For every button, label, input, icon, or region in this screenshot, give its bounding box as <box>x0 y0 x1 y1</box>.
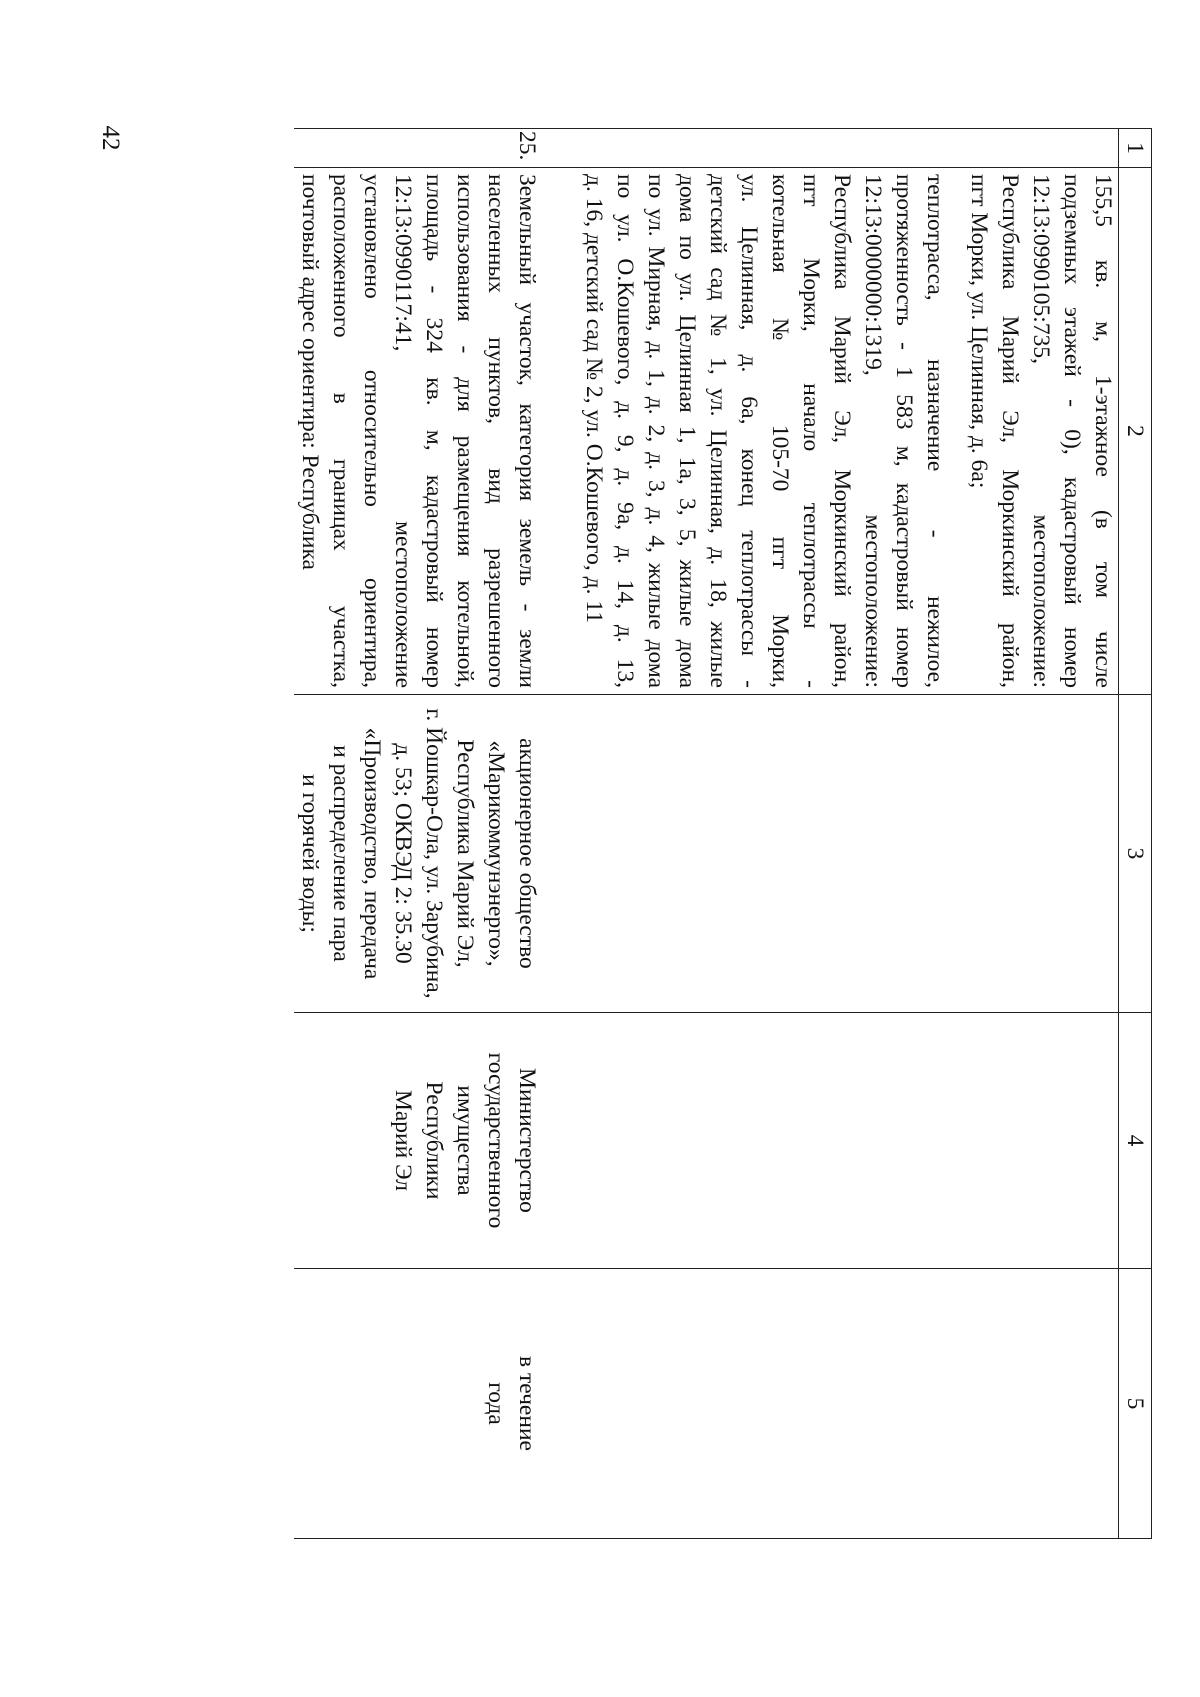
header-col-3: 3 <box>1119 695 1152 1013</box>
cell-description <box>294 168 542 695</box>
text-line: Министерство <box>514 1068 540 1213</box>
text-line: 155,5 кв. м, 1-этажное (в том числе <box>1090 174 1116 688</box>
text-line: населенных пунктов, вид разрешенного <box>483 174 509 688</box>
text-line: по ул. О.Кошевого, д. 9, д. 9а, д. 14, д. 13, <box>612 174 638 688</box>
term-text <box>480 1275 542 1532</box>
text-line: д. 53; ОКВЭД 2: 35.30 <box>390 743 416 964</box>
text-line: Республика Марий Эл, Моркинский район, <box>997 174 1023 688</box>
holder-text <box>294 701 542 1006</box>
cell-authority <box>578 1013 1119 1269</box>
text-line: по ул. Мирная, д. 1, д. 2, д. 3, д. 4, жилые дома <box>643 174 669 688</box>
description-paragraph <box>578 174 950 688</box>
row-spacer <box>542 129 578 1539</box>
text-line: и горячей воды; <box>297 774 323 933</box>
text-line: «Марикоммунэнерго», <box>483 740 509 967</box>
authority-text <box>387 1019 542 1262</box>
text-line: котельная № 105-70 пгт Морки, <box>767 174 793 688</box>
text-line: установлено относительно ориентира, <box>359 174 385 688</box>
page-number: 42 <box>97 125 124 151</box>
text-line: в течение <box>514 1356 540 1451</box>
header-col-1: 1 <box>1119 129 1152 168</box>
header-col-2: 2 <box>1119 168 1152 695</box>
text-line: и распределение пара <box>328 745 354 962</box>
text-line: пгт Морки, ул. Целинная, д. 6а; <box>966 174 992 489</box>
header-col-4: 4 <box>1119 1013 1152 1269</box>
text-line: 12:13:0990105:735, местоположение: <box>1028 174 1054 688</box>
text-line: Республики <box>421 1081 447 1200</box>
cell-holder <box>294 695 542 1013</box>
cell-authority <box>294 1013 542 1269</box>
text-line: государственного <box>483 1052 509 1229</box>
description-paragraph <box>294 174 542 688</box>
text-line: д. 16, детский сад № 2, ул. О.Кошевого, д. 11 <box>581 174 607 623</box>
text-line: ул. Целинная, д. 6а, конец теплотрассы - <box>736 174 762 688</box>
row-number: 25. <box>294 129 542 168</box>
text-line: года <box>483 1382 509 1425</box>
text-line: г. Йошкар-Ола, ул. Зарубина, <box>421 708 447 999</box>
text-line: Земельный участок, категория земель - земли <box>514 174 540 688</box>
cell-num <box>578 129 1119 168</box>
cell-description-continued <box>578 168 1119 695</box>
text-line: Марий Эл <box>390 1089 416 1192</box>
text-line: «Производство, передача <box>359 727 385 980</box>
text-line: акционерное общество <box>514 738 540 969</box>
rotated-table-region <box>212 128 1152 1538</box>
text-line: Республика Марий Эл, Моркинский район, <box>829 174 855 688</box>
text-line: почтовый адрес ориентира: Республика <box>297 174 323 570</box>
cell-term <box>578 1269 1119 1539</box>
text-line: площадь - 324 кв. м, кадастровый номер <box>421 174 447 688</box>
header-row <box>1119 129 1152 1539</box>
cell-term <box>294 1269 542 1539</box>
cell-holder <box>578 695 1119 1013</box>
text-line: детский сад № 1, ул. Целинная, д. 18, жилые <box>705 174 731 688</box>
property-table <box>294 128 1152 1539</box>
text-line: 12:13:0990117:41, местоположение <box>390 174 416 688</box>
header-col-5: 5 <box>1119 1269 1152 1539</box>
text-line: Республика Марий Эл, <box>452 739 478 968</box>
text-line: протяженность - 1 583 м, кадастровый номер <box>891 174 917 688</box>
text-line: 12:13:0000000:1319, местоположение: <box>860 174 886 688</box>
text-line: подземных этажей - 0), кадастровый номер <box>1059 174 1085 688</box>
text-line: имущества <box>452 1085 478 1196</box>
description-paragraph <box>963 174 1118 688</box>
text-line: расположенного в границах участка, <box>328 174 354 688</box>
text-line: дома по ул. Целинная 1, 1а, 3, 5, жилые дома <box>674 174 700 688</box>
table-row-continuation <box>578 129 1119 1539</box>
table-row-25 <box>294 129 542 1539</box>
text-line: теплотрасса, назначение - нежилое, <box>922 174 948 688</box>
text-line: пгт Морки, начало теплотрассы - <box>798 174 824 688</box>
text-line: использования - для размещения котельной, <box>452 174 478 688</box>
